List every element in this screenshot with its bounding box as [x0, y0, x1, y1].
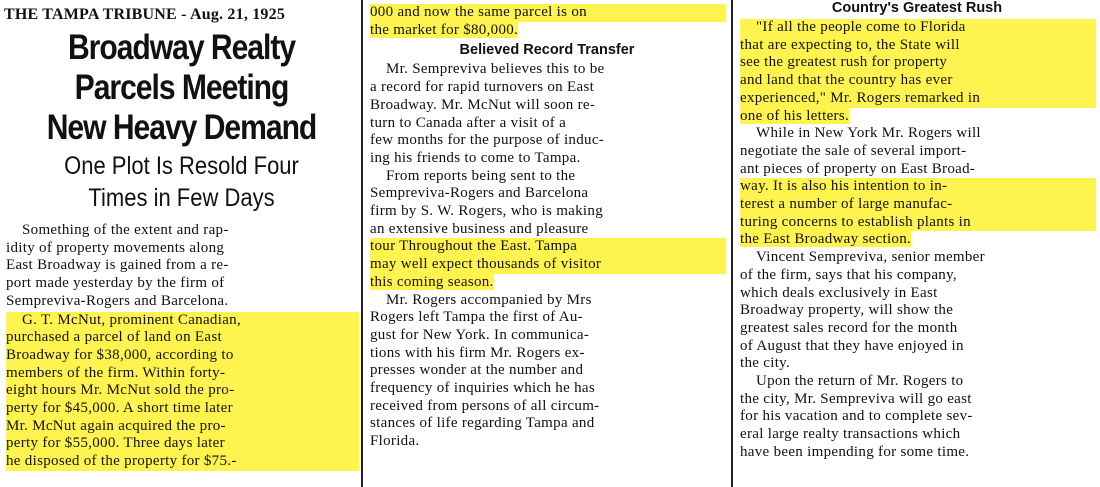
text-line: eral large realty transactions which	[740, 426, 961, 443]
text-line: Broadway. Mr. McNut will soon re-	[370, 96, 596, 113]
text-line: stances of life regarding Tampa and	[370, 415, 595, 432]
headline-line: Broadway Realty	[67, 28, 296, 67]
highlighted-line: and land that the country has ever	[740, 72, 1096, 90]
text-line: a record for rapid turnovers on East	[370, 79, 595, 96]
text-line: Something of the extent and rap-	[22, 222, 229, 238]
deck	[22, 150, 341, 214]
text-line: Mr. Sempreviva believes this to be	[386, 61, 605, 78]
headline-line: New Heavy Demand	[46, 108, 317, 147]
text-line: for his vacation and to complete sev-	[740, 408, 973, 425]
masthead: THE TAMPA TRIBUNE - Aug. 21, 1925	[4, 6, 286, 23]
headline	[25, 28, 337, 148]
highlighted-line: purchased a parcel of land on East	[6, 329, 359, 347]
article-body-col1	[0, 222, 363, 471]
subhead-believed-record-transfer: Believed Record Transfer	[459, 42, 635, 59]
highlighted-line: turing concerns to establish plants in	[740, 214, 1096, 232]
deck-line: One Plot Is Resold Four	[64, 152, 299, 180]
text-line: While in New York Mr. Rogers will	[756, 125, 981, 142]
text-line: which deals exclusively in East	[740, 284, 938, 301]
highlighted-line: G. T. McNut, prominent Canadian,	[6, 312, 359, 330]
text-line: Upon the return of Mr. Rogers to	[756, 373, 964, 390]
text-line: idity of property movements along	[6, 239, 225, 256]
text-line: firm by S. W. Rogers, who is making	[370, 203, 604, 220]
text-line: Sempreviva-Rogers and Barcelona.	[6, 292, 229, 309]
text-line: gust for New York. In communica-	[370, 326, 590, 343]
article-body-col2-main	[364, 61, 730, 450]
highlighted-line: experienced," Mr. Rogers remarked in	[740, 90, 1096, 108]
highlighted-line: that are expecting to, the State will	[740, 37, 1096, 55]
subhead-countrys-greatest-rush: Country's Greatest Rush	[831, 0, 1003, 16]
text-line: Vincent Sempreviva, senior member	[756, 249, 985, 266]
text-line: Florida.	[370, 433, 420, 450]
column-1	[0, 0, 363, 487]
text-line: the city.	[740, 355, 791, 372]
column-divider-2	[731, 0, 733, 487]
text-line: frequency of inquiries which he has	[370, 380, 596, 397]
text-line: have been impending for some time.	[740, 443, 970, 460]
highlighted-line: this coming season.	[370, 273, 494, 290]
highlighted-line: terest a number of large manufac-	[740, 196, 1096, 214]
highlighted-line: may well expect thousands of visitor	[370, 256, 726, 274]
highlighted-line: he disposed of the property for $75.-	[6, 453, 359, 471]
highlighted-line: way. It is also his intention to in-	[740, 178, 1096, 196]
text-line: ant pieces of property on East Broad-	[740, 160, 976, 177]
text-line: of August that they have enjoyed in	[740, 337, 964, 354]
highlighted-line: see the greatest rush for property	[740, 54, 1096, 72]
highlighted-line: tour Throughout the East. Tampa	[370, 238, 726, 256]
highlighted-line: 000 and now the same parcel is on	[370, 4, 726, 22]
highlighted-line: members of the firm. Within forty-	[6, 365, 359, 383]
highlighted-line: Broadway for $38,000, according to	[6, 347, 359, 365]
highlighted-line: Mr. McNut again acquired the pro-	[6, 418, 359, 436]
text-line: East Broadway is gained from a re-	[6, 257, 229, 274]
text-line: port made yesterday by the firm of	[6, 275, 225, 292]
highlighted-line: the market for $80,000.	[370, 21, 519, 38]
text-line: an extensive business and pleasure	[370, 220, 589, 237]
highlighted-line: one of his letters.	[740, 107, 850, 124]
highlighted-line: perty for $45,000. A short time later	[6, 400, 359, 418]
text-line: Rogers left Tampa the first of Au-	[370, 309, 583, 326]
article-body-col2	[364, 0, 730, 39]
text-line: negotiate the sale of several import-	[740, 142, 967, 159]
text-line: From reports being sent to the	[386, 167, 576, 184]
highlighted-line: the East Broadway section.	[740, 231, 912, 248]
highlighted-line: eight hours Mr. McNut sold the pro-	[6, 382, 359, 400]
text-line: greatest sales record for the month	[740, 319, 958, 336]
text-line: Sempreviva-Rogers and Barcelona	[370, 185, 589, 202]
deck-line: Times in Few Days	[88, 184, 275, 212]
highlighted-line: "If all the people come to Florida	[740, 19, 1096, 37]
text-line: the city, Mr. Sempreviva will go east	[740, 390, 972, 407]
column-2	[364, 0, 730, 487]
text-line: Mr. Rogers accompanied by Mrs	[386, 291, 592, 308]
headline-line: Parcels Meeting	[74, 68, 289, 107]
text-line: tions with his firm Mr. Rogers ex-	[370, 344, 585, 361]
text-line: presses wonder at the number and	[370, 362, 584, 379]
column-3	[734, 0, 1100, 487]
text-line: received from persons of all circum-	[370, 397, 600, 414]
text-line: few months for the purpose of induc-	[370, 132, 605, 149]
text-line: of the firm, says that his company,	[740, 266, 957, 283]
highlighted-line: perty for $55,000. Three days later	[6, 435, 359, 453]
article-body-col3	[734, 19, 1100, 462]
text-line: turn to Canada after a visit of a	[370, 114, 567, 131]
text-line: ing his friends to come to Tampa.	[370, 149, 581, 166]
text-line: Broadway property, will show the	[740, 302, 954, 319]
highlighted-paragraph	[6, 312, 359, 471]
